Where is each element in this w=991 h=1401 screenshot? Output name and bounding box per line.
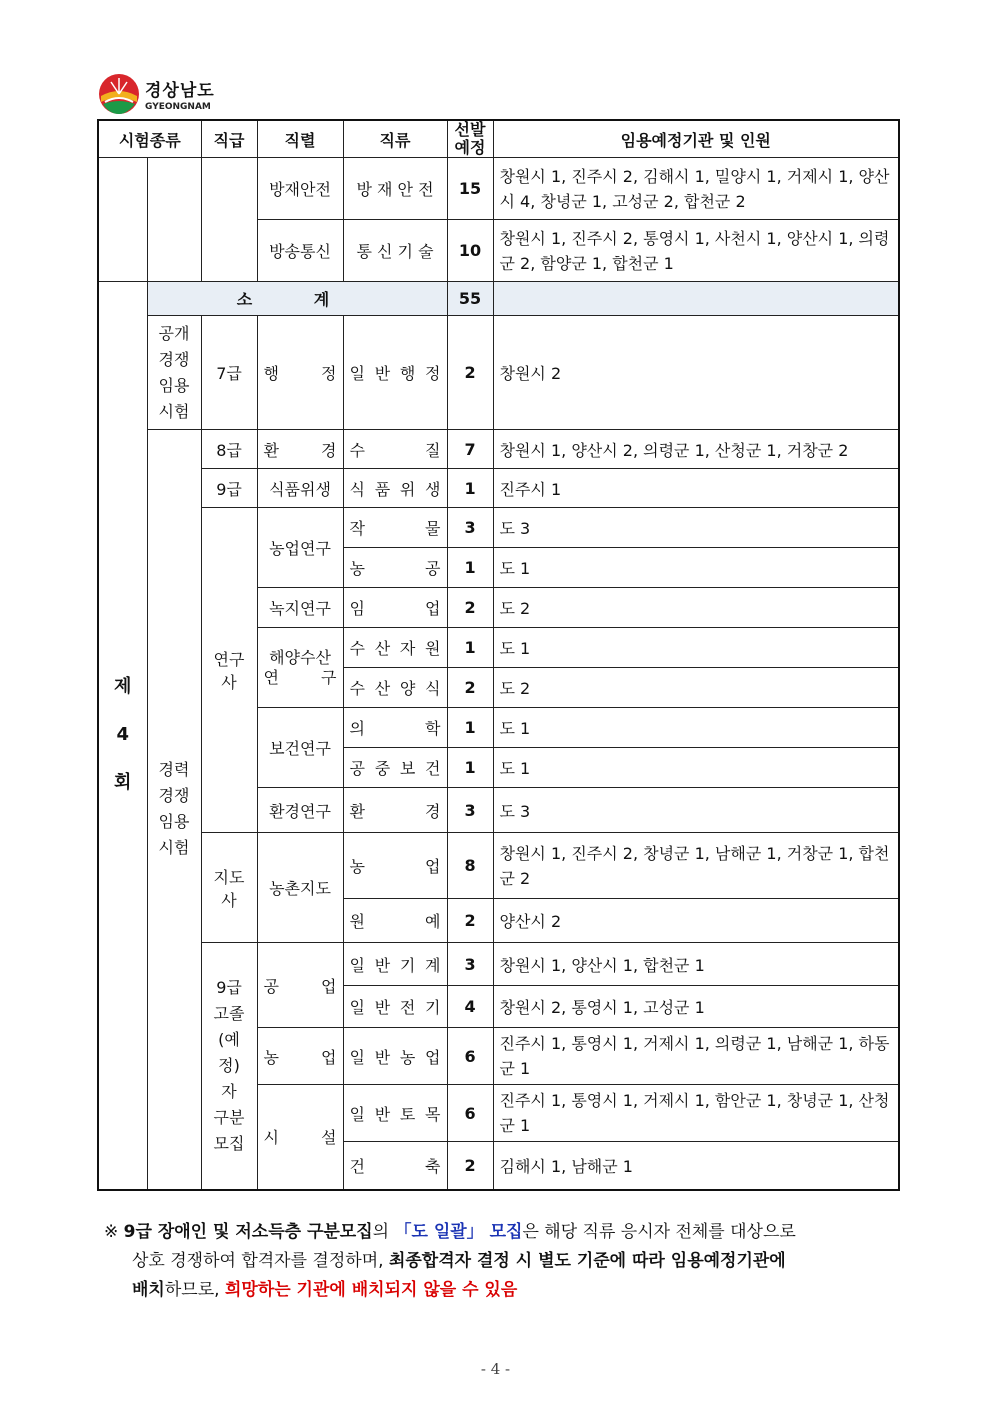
table-row <box>98 316 899 430</box>
count-cell: 10 <box>447 220 493 282</box>
series-cell: 방재안전 <box>257 158 343 220</box>
count-cell: 1 <box>447 628 493 668</box>
agencies-cell: 창원시 1, 양산시 1, 합천군 1 <box>493 943 899 986</box>
table-row <box>98 943 899 986</box>
count-cell: 1 <box>447 748 493 788</box>
logo-name-korean: 경상남도 <box>145 81 215 101</box>
career-exam-label: 경력 경쟁 임용 시험 <box>147 430 201 1190</box>
series-cell: 환경연구 <box>257 788 343 833</box>
category-cell: 일 반 기 계 <box>343 943 447 986</box>
series-cell: 녹지연구 <box>257 588 343 628</box>
category-cell: 일 반 전 기 <box>343 986 447 1028</box>
category-cell: 수 산 양 식 <box>343 668 447 708</box>
count-cell: 1 <box>447 708 493 748</box>
category-cell: 농 업 <box>343 833 447 899</box>
recruitment-table <box>97 119 900 1191</box>
note-mark: ※ <box>104 1222 119 1242</box>
count-cell: 8 <box>447 833 493 899</box>
agencies-cell: 진주시 1 <box>493 469 899 508</box>
blank-cell <box>201 158 257 282</box>
note-line: 배치하므로, 희망하는 기관에 배치되지 않을 수 있음 <box>132 1280 518 1300</box>
table-row <box>98 430 899 469</box>
table-row <box>98 508 899 548</box>
count-cell: 1 <box>447 469 493 508</box>
header-grade: 직급 <box>201 120 257 158</box>
gyeongnam-logo <box>97 72 237 118</box>
count-cell: 7 <box>447 430 493 469</box>
count-cell: 4 <box>447 986 493 1028</box>
agencies-cell: 도 1 <box>493 708 899 748</box>
count-cell: 3 <box>447 788 493 833</box>
category-cell: 일 반 농 업 <box>343 1028 447 1085</box>
agencies-cell: 진주시 1, 통영시 1, 거제시 1, 함안군 1, 창녕군 1, 산청군 1 <box>493 1085 899 1142</box>
subtotal-row <box>98 282 899 316</box>
category-cell: 수 질 <box>343 430 447 469</box>
count-cell: 2 <box>447 316 493 430</box>
header-exam-type: 시험종류 <box>98 120 201 158</box>
category-cell: 작 물 <box>343 508 447 548</box>
agencies-cell: 도 2 <box>493 668 899 708</box>
agencies-cell: 창원시 1, 진주시 2, 창녕군 1, 남해군 1, 거창군 1, 합천군 2 <box>493 833 899 899</box>
count-cell: 2 <box>447 1142 493 1190</box>
category-cell: 일 반 행 정 <box>343 316 447 430</box>
count-cell: 2 <box>447 899 493 943</box>
table-row <box>98 833 899 899</box>
header-category: 직류 <box>343 120 447 158</box>
category-cell: 통 신 기 술 <box>343 220 447 282</box>
subtotal-count: 55 <box>447 282 493 316</box>
logo-name-english: GYEONGNAM <box>145 102 211 112</box>
agencies-cell: 진주시 1, 통영시 1, 거제시 1, 의령군 1, 남해군 1, 하동군 1 <box>493 1028 899 1085</box>
subtotal-label: 소 계 <box>147 282 447 316</box>
agencies-cell: 도 3 <box>493 788 899 833</box>
category-cell: 일 반 토 목 <box>343 1085 447 1142</box>
series-cell: 농촌지도 <box>257 833 343 943</box>
series-cell: 행 정 <box>257 316 343 430</box>
count-cell: 15 <box>447 158 493 220</box>
header-series: 직렬 <box>257 120 343 158</box>
count-cell: 6 <box>447 1028 493 1085</box>
gyeongnam-emblem-icon <box>97 72 141 116</box>
category-cell: 환 경 <box>343 788 447 833</box>
category-cell: 농 공 <box>343 548 447 588</box>
grade-cell: 9급 고졸 (예정) 자 구분 모집 <box>201 943 257 1190</box>
agencies-cell: 창원시 2, 통영시 1, 고성군 1 <box>493 986 899 1028</box>
agencies-cell: 창원시 1, 양산시 2, 의령군 1, 산청군 1, 거창군 2 <box>493 430 899 469</box>
agencies-cell: 도 1 <box>493 548 899 588</box>
agencies-cell: 창원시 2 <box>493 316 899 430</box>
series-cell: 보건연구 <box>257 708 343 788</box>
note-bold-text: 9급 장애인 및 저소득층 구분모집 <box>123 1222 373 1242</box>
series-cell: 식품위생 <box>257 469 343 508</box>
category-cell: 수 산 자 원 <box>343 628 447 668</box>
footnote <box>104 1218 898 1305</box>
header-agencies: 임용예정기관 및 인원 <box>493 120 899 158</box>
agencies-cell: 양산시 2 <box>493 899 899 943</box>
series-cell: 방송통신 <box>257 220 343 282</box>
table-header-row <box>98 120 899 158</box>
note-blue-text: 「도 일괄」 모집 <box>394 1222 523 1242</box>
blank-cell <box>147 158 201 282</box>
note-text: 은 해당 직류 응시자 전체를 대상으로 <box>522 1222 796 1242</box>
open-exam-label: 공개 경쟁 임용 시험 <box>147 316 201 430</box>
grade-cell: 8급 <box>201 430 257 469</box>
note-line: 상호 경쟁하여 합격자를 결정하며, 최종합격자 결정 시 별도 기준에 따라 임용예정기관에 <box>132 1251 786 1271</box>
series-cell: 환 경 <box>257 430 343 469</box>
grade-cell: 9급 <box>201 469 257 508</box>
header-select-count: 선발 예정 <box>447 120 493 158</box>
category-cell: 식 품 위 생 <box>343 469 447 508</box>
category-cell: 원 예 <box>343 899 447 943</box>
count-cell: 2 <box>447 588 493 628</box>
grade-cell: 7급 <box>201 316 257 430</box>
category-cell: 임 업 <box>343 588 447 628</box>
series-cell: 해양수산 연 구 <box>257 628 343 708</box>
agencies-cell: 도 1 <box>493 748 899 788</box>
count-cell: 3 <box>447 508 493 548</box>
count-cell: 3 <box>447 943 493 986</box>
series-cell: 농 업 <box>257 1028 343 1085</box>
count-cell: 1 <box>447 548 493 588</box>
count-cell: 6 <box>447 1085 493 1142</box>
agencies-cell: 창원시 1, 진주시 2, 김해시 1, 밀양시 1, 거제시 1, 양산시 4, 창녕군 1, 고성군 2, 합천군 2 <box>493 158 899 220</box>
series-cell: 시 설 <box>257 1085 343 1190</box>
agencies-cell: 도 2 <box>493 588 899 628</box>
category-cell: 공 중 보 건 <box>343 748 447 788</box>
agencies-cell: 김해시 1, 남해군 1 <box>493 1142 899 1190</box>
table-row <box>98 469 899 508</box>
grade-cell: 연구사 <box>201 508 257 833</box>
category-cell: 방 재 안 전 <box>343 158 447 220</box>
category-cell: 의 학 <box>343 708 447 748</box>
subtotal-empty <box>493 282 899 316</box>
agencies-cell: 도 1 <box>493 628 899 668</box>
agencies-cell: 도 3 <box>493 508 899 548</box>
count-cell: 2 <box>447 668 493 708</box>
page-number: - 4 - <box>480 1360 511 1378</box>
category-cell: 건 축 <box>343 1142 447 1190</box>
note-text: 의 <box>372 1222 390 1242</box>
table-row <box>98 158 899 220</box>
agencies-cell: 창원시 1, 진주시 2, 통영시 1, 사천시 1, 양산시 1, 의령군 2, 함양군 1, 합천군 1 <box>493 220 899 282</box>
grade-cell: 지도사 <box>201 833 257 943</box>
round-label: 제 4 회 <box>98 282 147 1190</box>
blank-cell <box>98 158 147 282</box>
series-cell: 공 업 <box>257 943 343 1028</box>
series-cell: 농업연구 <box>257 508 343 588</box>
